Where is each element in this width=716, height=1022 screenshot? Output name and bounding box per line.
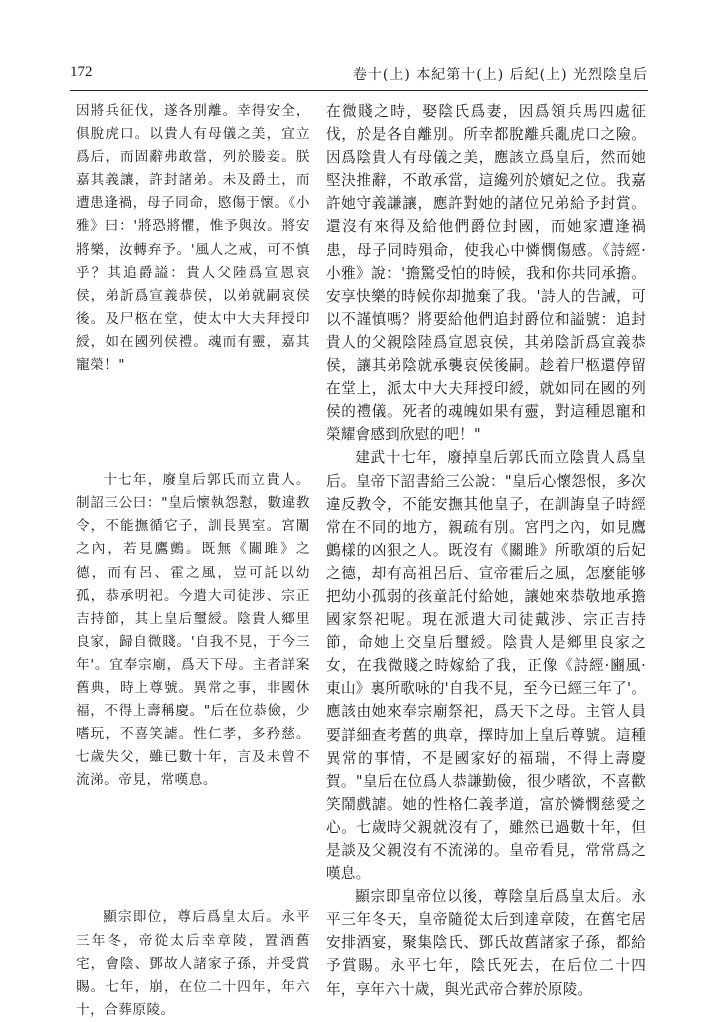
- page-number: 172: [70, 64, 93, 80]
- translation-column: [326, 100, 646, 1001]
- running-header: [70, 62, 648, 88]
- classical-paragraph-2: 十七年，廢皇后郭氏而立貴人。制詔三公曰："皇后懷執怨懟，數違教令，不能撫循它子，訓長異室。宮闈之內，若見鷹鸇。既無《關雎》之德，而有呂、霍之風，豈可託以幼孤，恭承明祀。今遣大司徒涉、宗正吉持節，其上皇后璽綬。陰貴人鄉里良家，歸自微賤。'自我不見，于今三年'。宜奉宗廟，爲天下母。主者詳案舊典，時上尊號。異常之事，非國休福，不得上壽稱慶。"后在位恭儉，少嗜玩，不喜笑謔。性仁孝，多矜慈。七歲失父，雖已數十年，言及未曾不流涕。帝見，常嘆息。: [76, 472, 310, 789]
- classical-text-column: [76, 100, 310, 1022]
- classical-paragraph-1: 因將兵征伐，遂各別離。幸得安全，俱脫虎口。以貴人有母儀之美，宜立爲后，而固辭弗敢當，列於媵妾。朕嘉其義讓，許封諸弟。未及爵土，而遭患逢禍，母子同命，愍傷于懷。《小雅》曰：'將恐將懼，惟予與汝。將安將樂，汝轉弃予。'風人之戒，可不慎乎？其追爵謚：貴人父陸爲宣恩哀侯，弟訢爲宣義恭侯，以弟就嗣哀侯後。及尸柩在堂，使太中大夫拜授印綬，如在國列侯禮。魂而有靈，嘉其寵榮！": [76, 103, 310, 374]
- running-title: 卷十(上) 本紀第十(上) 后紀(上) 光烈陰皇后: [352, 67, 648, 83]
- header-rule: [70, 90, 648, 91]
- translation-paragraph-3: 顯宗即皇帝位以後，尊陰皇后爲皇太后。永平三年冬天，皇帝隨從太后到達章陵，在舊宅居安排酒宴，聚集陰氏、鄧氏故舊諸家子孫，都給予賞賜。永平七年，陰氏死去，在后位二十四年，享年六十歲，與光武帝合葬於原陵。: [326, 888, 646, 998]
- classical-paragraph-3: 顯宗即位，尊后爲皇太后。永平三年冬，帝從太后幸章陵，置酒舊宅，會陰、鄧故人諸家子孫，并受賞賜。七年，崩，在位二十四年，年六十，合葬原陵。: [76, 909, 310, 1018]
- translation-paragraph-1: 在微賤之時，娶陰氏爲妻，因爲領兵馬四處征伐，於是各自離別。所幸都脫離兵亂虎口之險。因爲陰貴人有母儀之美，應該立爲皇后，然而她堅決推辭，不敢承當，這纔列於嬪妃之位。我嘉許她守義謙讓，應許對她的諸位兄弟給予封賞。還沒有來得及給他們爵位封國，而她家遭逢禍患，母子同時殞命，使我心中憐憫傷感。《詩經·小雅》說：'擔驚受怕的時候，我和你共同承擔。安享快樂的時候你却拋棄了我。'詩人的告誡，可以不謹慎嗎？將要給他們追封爵位和謚號：追封貴人的父親陰陸爲宣恩哀侯，其弟陰訢爲宣義恭侯，讓其弟陰就承襲哀侯後嗣。趁着尸柩還停留在堂上，派太中大夫拜授印綬，就如同在國的列侯的禮儀。死者的魂魄如果有靈，對這種恩寵和榮耀會感到欣慰的吧！": [326, 103, 646, 444]
- translation-paragraph-2: 建武十七年，廢掉皇后郭氏而立陰貴人爲皇后。皇帝下詔書給三公說："皇后心懷怨恨，多次違反教令，不能安撫其他皇子，在訓誨皇子時經常在不同的地方，親疏有別。宮門之內，如見鷹鸇樣的凶狠之人。既沒有《關雎》所歌頌的后妃之德，却有高祖呂后、宣帝霍后之風，怎麼能够把幼小孤弱的孩童託付給她，讓她來恭敬地承擔國家祭祀呢。現在派遣大司徒戴涉、宗正吉持節，命她上交皇后璽綬。陰貴人是鄉里良家之女，在我微賤之時嫁給了我，正像《詩經·豳風·東山》裏所歌咏的'自我不見，至今已經三年了'。應該由她來奉宗廟祭祀，爲天下之母。主管人員要詳細查考舊的典章，擇時加上皇后尊號。這種異常的事情，不是國家好的福瑞，不得上壽慶賀。"皇后在位爲人恭謙勤儉，很少嗜欲，不喜歡笑鬧戲謔。她的性格仁義孝道，富於憐憫慈愛之心。七歲時父親就沒有了，雖然已過數十年，但是談及父親沒有不流涕的。皇帝看見，常常爲之嘆息。: [326, 449, 646, 883]
